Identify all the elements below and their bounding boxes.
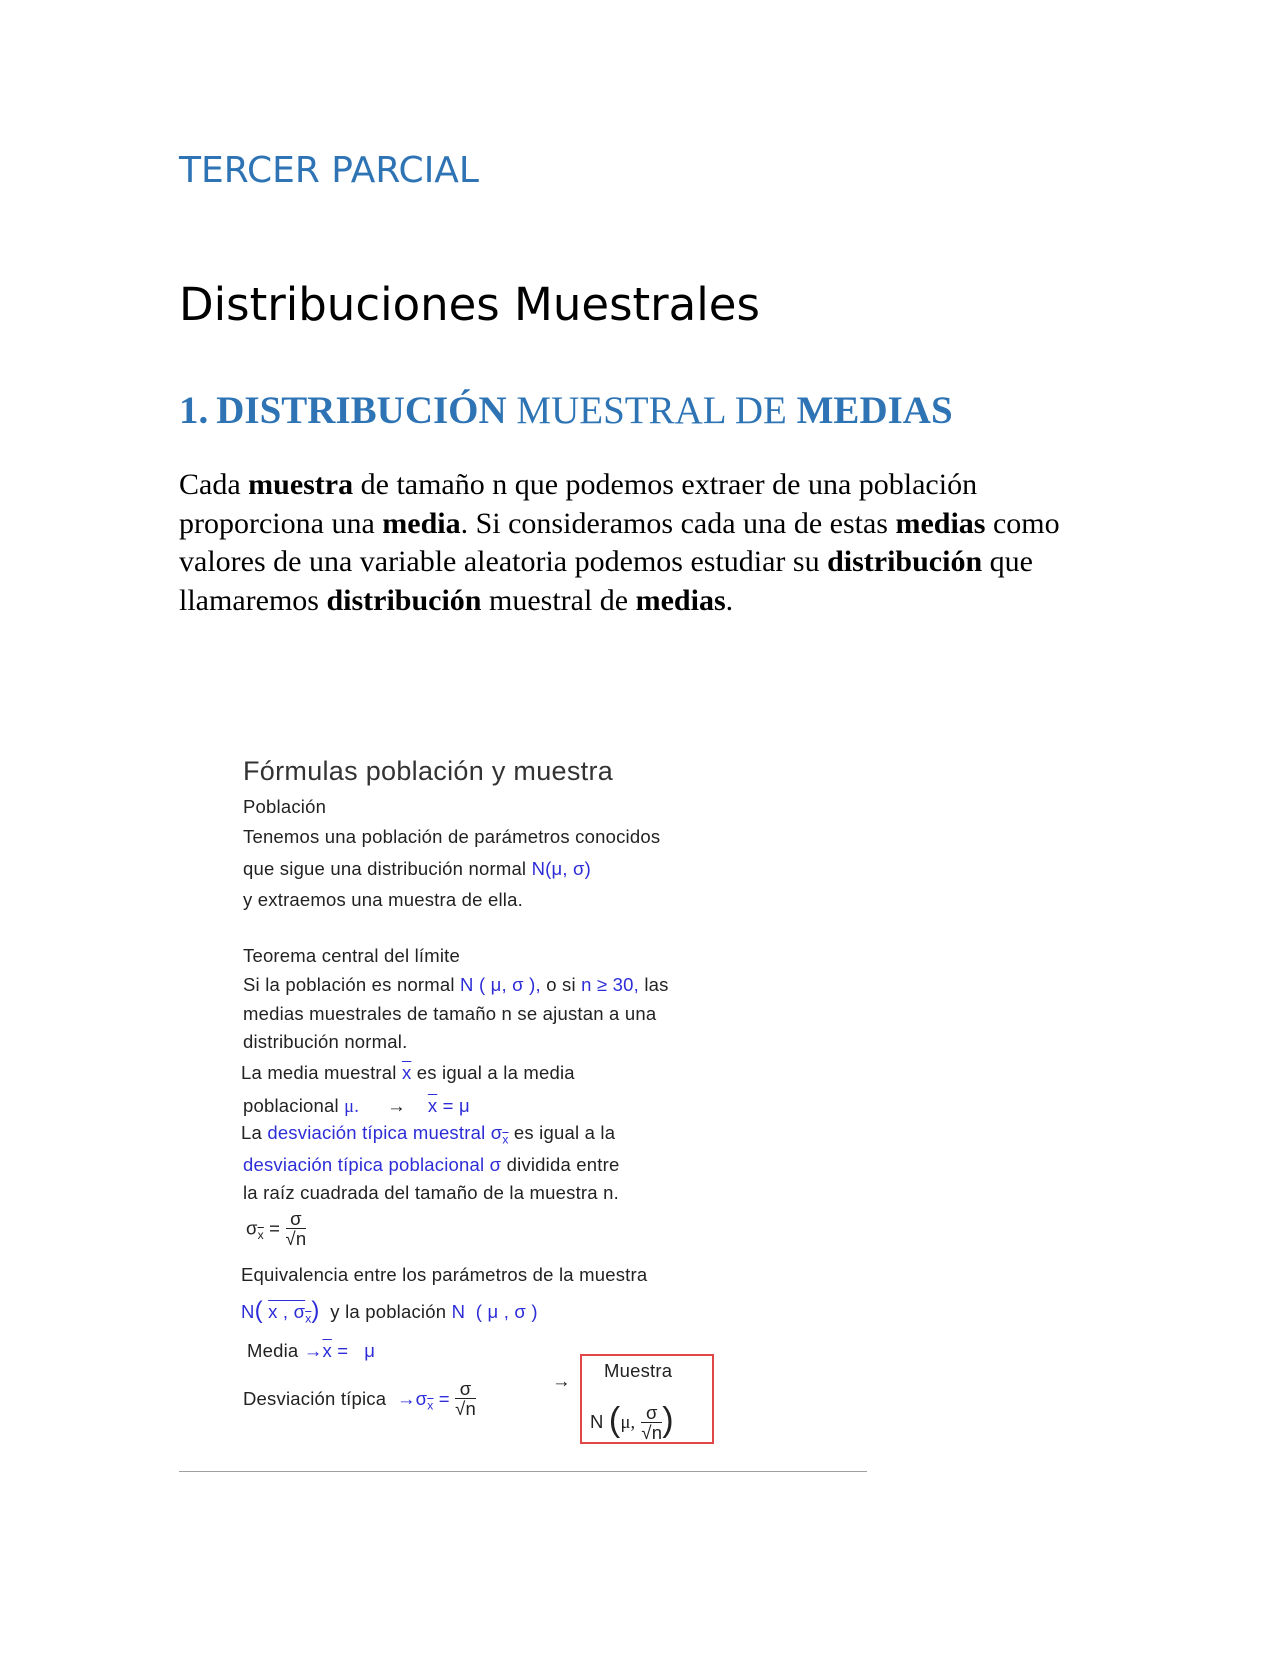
para-text: que llamaremos	[179, 545, 1033, 617]
fraction-denominator: √n	[455, 1398, 476, 1419]
poblacion-line-2	[243, 858, 591, 880]
fraction-numerator: σ	[286, 1210, 307, 1229]
para-bold: distribución	[326, 583, 482, 617]
section-heading-regular: MUESTRAL DE	[506, 389, 797, 432]
fraction-numerator: σ	[641, 1404, 662, 1423]
para-bold: distribución	[827, 545, 983, 578]
media-text: es igual a la media	[411, 1062, 575, 1083]
desv-muestral-label: desviación típica muestral	[267, 1122, 491, 1143]
figure-title: Fórmulas población y muestra	[243, 756, 614, 786]
equals-sign: =	[433, 1388, 456, 1409]
header-title: TERCER PARCIAL	[179, 150, 479, 191]
desv-poblacional-label: desviación típica poblacional σ	[243, 1154, 502, 1175]
muestra-box-formula: N (μ, $\frac{\sigma}{√n}$ )	[590, 1401, 674, 1443]
muestra-args	[268, 1301, 312, 1326]
poblacion-heading: Población	[243, 796, 327, 817]
para-bold: media	[382, 506, 461, 540]
section-number: 1.	[179, 389, 209, 432]
equiv-text: y la población	[319, 1301, 452, 1322]
fraction	[641, 1401, 663, 1443]
x-bar: $\overline{x}$	[401, 1062, 412, 1083]
section-heading-bold-2: MEDIAS	[796, 389, 953, 432]
equals-sign: =	[263, 1217, 286, 1239]
para-text: muestral de	[481, 583, 636, 617]
media-row-label: Media	[247, 1340, 304, 1361]
x-bar-subscript: x	[305, 1311, 312, 1326]
poblacion-line-2-text: que sigue una distribución normal	[243, 858, 532, 879]
muestra-box-title: Muestra	[604, 1360, 673, 1381]
mu-symbol: μ,	[620, 1413, 636, 1433]
tcl-text: o si	[540, 974, 582, 995]
footnote-divider	[179, 1471, 867, 1472]
sigma-symbol: σ	[246, 1217, 258, 1239]
fraction-numerator: σ	[455, 1380, 476, 1399]
x-bar: $\overline{x}$	[322, 1340, 332, 1361]
desv-line-2	[243, 1154, 619, 1176]
desv-text: dividida entre	[501, 1154, 620, 1175]
tcl-formula-normal: N ( μ, σ ),	[460, 974, 541, 995]
para-bold: medias	[635, 583, 726, 617]
tcl-formula-n: n ≥ 30,	[581, 974, 639, 995]
muestra-n: N	[241, 1301, 255, 1322]
arrow-icon: →	[387, 1095, 406, 1116]
media-line-1	[241, 1062, 575, 1084]
tcl-line-2: medias muestrales de tamaño n se ajustan a una	[243, 1003, 657, 1024]
tcl-heading: Teorema central del límite	[243, 945, 461, 966]
fraction	[455, 1380, 476, 1419]
muestra-box	[580, 1354, 714, 1444]
muestra-args-text: x , σ	[268, 1301, 306, 1322]
document-title: Distribuciones Muestrales	[179, 278, 760, 331]
tcl-line-3: distribución normal.	[243, 1031, 408, 1052]
media-text: La media muestral	[241, 1062, 402, 1083]
tcl-line-1	[243, 974, 669, 996]
tcl-text: Si la población es normal	[243, 974, 461, 995]
normal-formula: N(μ, σ)	[531, 858, 592, 879]
para-text: . Si consideramos cada una de estas	[460, 506, 896, 540]
para-text: como valores de una variable aleatoria podemos estudiar su	[179, 506, 1060, 578]
para-text: de tamaño n que podemos extraer de una población proporciona una	[179, 468, 978, 540]
fraction-denominator: √n	[285, 1228, 307, 1249]
sigma-symbol: σ	[415, 1388, 428, 1409]
para-text: Cada	[179, 468, 249, 501]
para-text: .	[725, 583, 734, 617]
x-bar-subscript: x	[427, 1398, 434, 1413]
section-heading	[179, 388, 953, 433]
para-bold: muestra	[248, 468, 354, 501]
equiv-line-2: N( x , $\sigma_{\overline{x}}$) y la población N ( μ , σ )	[241, 1297, 538, 1326]
arrow-icon: →	[396, 1388, 416, 1409]
sigma-symbol: σ	[490, 1122, 503, 1143]
fraction	[286, 1210, 307, 1249]
sigma-formula	[246, 1210, 306, 1249]
x-bar-subscript: x	[257, 1228, 264, 1243]
formula-figure	[236, 748, 776, 1448]
desv-text: La	[241, 1122, 268, 1143]
para-bold: medias	[895, 506, 986, 540]
fraction-denominator: √n	[641, 1421, 663, 1443]
x-bar: $\overline{x}$	[427, 1095, 438, 1116]
box-arrow-icon: →	[552, 1370, 571, 1391]
x-bar-subscript: x	[502, 1132, 509, 1147]
arrow-icon: →	[303, 1340, 323, 1361]
desv-line-1	[241, 1122, 615, 1147]
desv-text: es igual a la	[508, 1122, 616, 1143]
media-row-equation: = μ	[331, 1340, 376, 1361]
poblacion-formula: N ( μ , σ )	[451, 1301, 538, 1322]
tcl-text: las	[638, 974, 669, 995]
muestra-box-n: N	[590, 1411, 604, 1432]
mu-symbol: μ.	[344, 1097, 360, 1117]
media-line-2	[243, 1095, 470, 1118]
poblacion-line-1: Tenemos una población de parámetros conocidos	[243, 826, 661, 847]
media-equation: = μ	[437, 1095, 470, 1116]
intro-paragraph	[179, 466, 1099, 620]
desv-row-label: Desviación típica	[243, 1388, 397, 1409]
equiv-line-1: Equivalencia entre los parámetros de la muestra	[241, 1264, 648, 1285]
desv-row	[243, 1380, 476, 1419]
media-row	[247, 1340, 375, 1362]
poblacion-line-3: y extraemos una muestra de ella.	[243, 889, 523, 910]
section-heading-bold-1: DISTRIBUCIÓN	[216, 389, 507, 432]
desv-line-3: la raíz cuadrada del tamaño de la muestra n.	[243, 1182, 619, 1203]
media-text: poblacional	[243, 1095, 345, 1116]
